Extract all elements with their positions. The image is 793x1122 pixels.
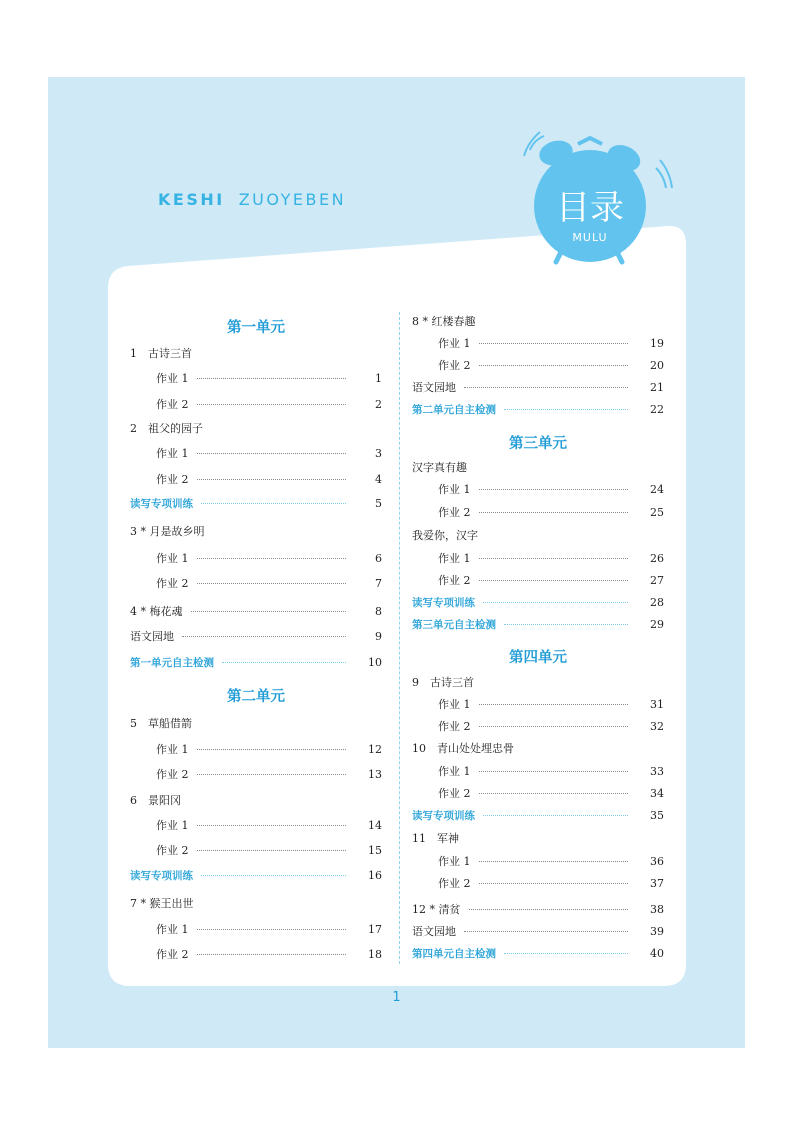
page-ref: 25 xyxy=(650,506,664,519)
page-ref: 5 xyxy=(375,497,382,510)
page-ref: 22 xyxy=(650,403,664,416)
page-ref: 24 xyxy=(650,483,664,496)
badge-title: 目录 xyxy=(556,188,624,228)
page-ref: 9 xyxy=(375,630,382,643)
dot-leader xyxy=(197,929,346,930)
dot-leader xyxy=(479,861,628,862)
dot-leader xyxy=(479,883,628,884)
page-ref: 27 xyxy=(650,574,664,587)
page-ref: 19 xyxy=(650,337,664,350)
page-ref: 37 xyxy=(650,877,664,890)
page-ref: 8 xyxy=(375,605,382,618)
page-ref: 13 xyxy=(368,768,382,781)
entry-label: 语文园地 xyxy=(130,630,174,643)
entry-label: 语文园地 xyxy=(412,381,456,394)
dot-leader xyxy=(479,580,628,581)
dot-leader xyxy=(197,774,346,775)
entry-label: 作业 2 xyxy=(156,398,189,411)
page-ref: 26 xyxy=(650,552,664,565)
dot-leader xyxy=(504,409,628,410)
dot-leader xyxy=(479,343,628,344)
entry-label: 汉字真有趣 xyxy=(412,461,467,474)
page-ref: 38 xyxy=(650,903,664,916)
brand-bold: KESHI xyxy=(158,190,225,209)
dot-leader xyxy=(201,875,346,876)
page-ref: 35 xyxy=(650,809,664,822)
dot-leader xyxy=(197,558,346,559)
dot-leader xyxy=(483,815,628,816)
dot-leader xyxy=(182,636,346,637)
entry-label: 作业 1 xyxy=(156,552,189,565)
page-ref: 16 xyxy=(368,869,382,882)
entry-label: 5 草船借箭 xyxy=(130,717,192,730)
dot-leader xyxy=(197,825,346,826)
entry-label: 作业 1 xyxy=(156,372,189,385)
page-ref: 36 xyxy=(650,855,664,868)
unit-heading: 第四单元 xyxy=(509,650,567,666)
page-ref: 3 xyxy=(375,447,382,460)
dot-leader xyxy=(479,793,628,794)
page-ref: 14 xyxy=(368,819,382,832)
entry-label: 作业 2 xyxy=(438,787,471,800)
dot-leader xyxy=(197,583,346,584)
entry-label: 作业 1 xyxy=(156,819,189,832)
entry-label: 10 青山处处埋忠骨 xyxy=(412,742,514,755)
entry-label: 作业 1 xyxy=(438,698,471,711)
entry-label: 作业 2 xyxy=(438,720,471,733)
entry-label: 第四单元自主检测 xyxy=(412,948,496,960)
page-ref: 29 xyxy=(650,618,664,631)
unit-heading: 第三单元 xyxy=(509,436,567,452)
entry-label: 8 * 红楼春趣 xyxy=(412,315,476,328)
dot-leader xyxy=(197,378,346,379)
page-ref: 21 xyxy=(650,381,664,394)
entry-label: 1 古诗三首 xyxy=(130,347,192,360)
dot-leader xyxy=(479,558,628,559)
entry-label: 作业 2 xyxy=(156,948,189,961)
entry-label: 第三单元自主检测 xyxy=(412,619,496,631)
entry-label: 作业 1 xyxy=(438,765,471,778)
entry-label: 作业 2 xyxy=(438,506,471,519)
entry-label: 2 祖父的园子 xyxy=(130,422,203,435)
page-ref: 39 xyxy=(650,925,664,938)
entry-label: 6 景阳冈 xyxy=(130,794,181,807)
column-divider xyxy=(399,312,400,964)
unit-heading: 第一单元 xyxy=(227,320,285,336)
page-ref: 34 xyxy=(650,787,664,800)
entry-label: 作业 2 xyxy=(156,768,189,781)
dot-leader xyxy=(222,662,346,663)
entry-label: 我爱你，汉字 xyxy=(412,529,478,542)
dot-leader xyxy=(479,704,628,705)
dot-leader xyxy=(469,909,628,910)
page-ref: 17 xyxy=(368,923,382,936)
page-ref: 15 xyxy=(368,844,382,857)
page-ref: 1 xyxy=(375,372,382,385)
dot-leader xyxy=(464,931,628,932)
entry-label: 读写专项训练 xyxy=(412,597,475,609)
page-ref: 40 xyxy=(650,947,664,960)
page-ref: 28 xyxy=(650,596,664,609)
page-ref: 6 xyxy=(375,552,382,565)
page-ref: 4 xyxy=(375,473,382,486)
entry-label: 作业 2 xyxy=(438,359,471,372)
dot-leader xyxy=(479,365,628,366)
badge-subtitle: MULU xyxy=(572,231,608,244)
entry-label: 作业 2 xyxy=(156,473,189,486)
entry-label: 作业 1 xyxy=(156,923,189,936)
page-ref: 31 xyxy=(650,698,664,711)
entry-label: 作业 1 xyxy=(438,337,471,350)
dot-leader xyxy=(197,453,346,454)
entry-label: 作业 1 xyxy=(156,447,189,460)
page-ref: 33 xyxy=(650,765,664,778)
page-ref: 18 xyxy=(368,948,382,961)
entry-label: 作业 2 xyxy=(438,877,471,890)
entry-label: 读写专项训练 xyxy=(412,810,475,822)
entry-label: 作业 1 xyxy=(438,552,471,565)
dot-leader xyxy=(197,749,346,750)
page-ref: 2 xyxy=(375,398,382,411)
page-number: 1 xyxy=(392,990,401,1005)
page-ref: 32 xyxy=(650,720,664,733)
alarm-clock-badge xyxy=(518,128,678,278)
page-ref: 12 xyxy=(368,743,382,756)
dot-leader xyxy=(191,611,346,612)
dot-leader xyxy=(479,489,628,490)
entry-label: 3 * 月是故乡明 xyxy=(130,525,205,538)
entry-label: 4 * 梅花魂 xyxy=(130,605,183,618)
dot-leader xyxy=(197,850,346,851)
entry-label: 作业 1 xyxy=(438,483,471,496)
dot-leader xyxy=(483,602,628,603)
entry-label: 9 古诗三首 xyxy=(412,676,474,689)
dot-leader xyxy=(479,726,628,727)
entry-label: 第一单元自主检测 xyxy=(130,657,214,669)
entry-label: 作业 1 xyxy=(156,743,189,756)
dot-leader xyxy=(479,771,628,772)
dot-leader xyxy=(197,954,346,955)
entry-label: 7 * 猴王出世 xyxy=(130,897,194,910)
dot-leader xyxy=(479,512,628,513)
brand-light: ZUOYEBEN xyxy=(238,190,347,209)
entry-label: 作业 2 xyxy=(156,844,189,857)
dot-leader xyxy=(197,404,346,405)
page-ref: 7 xyxy=(375,577,382,590)
entry-label: 第二单元自主检测 xyxy=(412,404,496,416)
entry-label: 作业 2 xyxy=(438,574,471,587)
page-ref: 20 xyxy=(650,359,664,372)
page-ref: 10 xyxy=(368,656,382,669)
entry-label: 读写专项训练 xyxy=(130,870,193,882)
entry-label: 语文园地 xyxy=(412,925,456,938)
dot-leader xyxy=(504,624,628,625)
entry-label: 作业 2 xyxy=(156,577,189,590)
dot-leader xyxy=(504,953,628,954)
entry-label: 11 军神 xyxy=(412,832,459,845)
entry-label: 12 * 清贫 xyxy=(412,903,461,916)
entry-label: 读写专项训练 xyxy=(130,498,193,510)
entry-label: 作业 1 xyxy=(438,855,471,868)
brand-header xyxy=(158,190,346,209)
dot-leader xyxy=(201,503,346,504)
unit-heading: 第二单元 xyxy=(227,689,285,705)
dot-leader xyxy=(197,479,346,480)
dot-leader xyxy=(464,387,628,388)
